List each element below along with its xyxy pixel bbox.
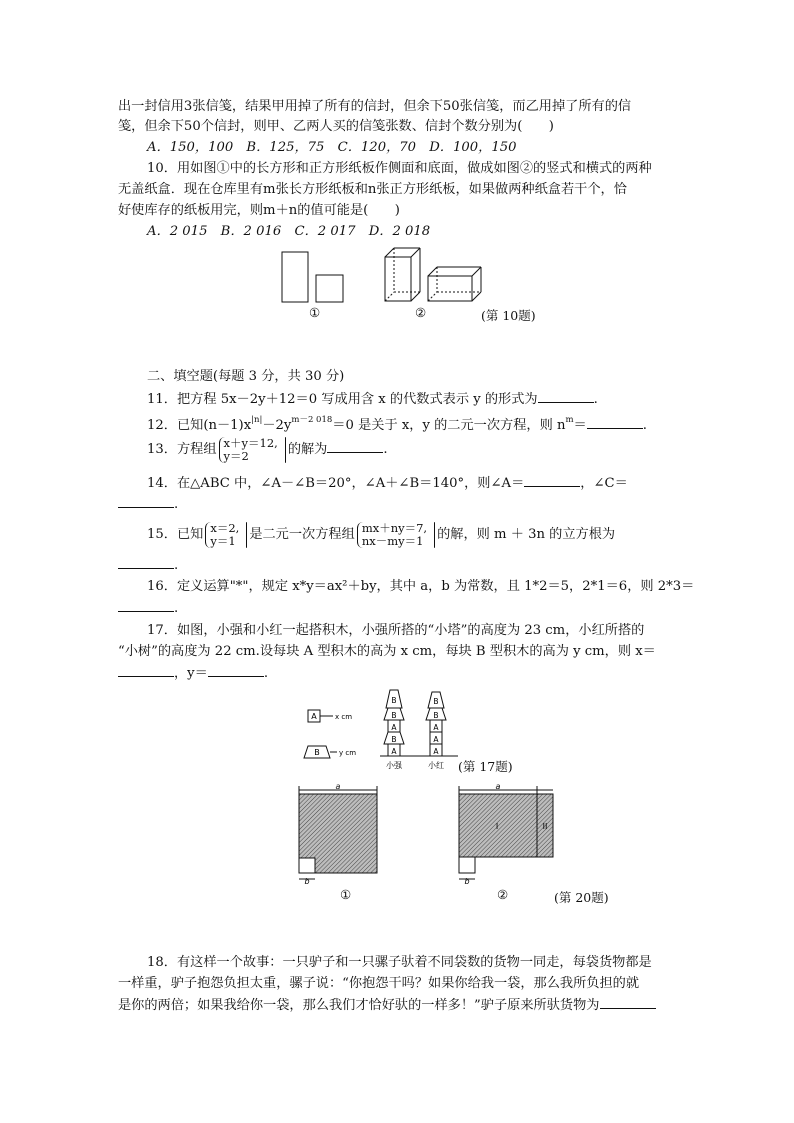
square-board (316, 275, 343, 302)
q12-c: ＝0 是关于 x，y 的二元一次方程，则 n (332, 418, 566, 433)
q15-answer-blank[interactable] (118, 556, 174, 569)
q10-options: A．2 015 B．2 016 C．2 017 D．2 018 (147, 224, 431, 239)
q20-caption: (第 20题) (554, 890, 609, 905)
q10-line2: 无盖纸盒．现在仓库里有m张长方形纸板和n张正方形纸板，如果做两种纸盒若干个，恰 (118, 182, 627, 197)
q10-figure (278, 240, 518, 310)
q16-end: . (174, 601, 179, 616)
q13-suffix: 的解为 (287, 442, 328, 457)
q12 (147, 411, 647, 435)
q15-system (357, 522, 430, 548)
fig1-cutout (299, 858, 315, 873)
fig2-i-label: I (495, 822, 499, 831)
legend-a-letter: A (311, 712, 317, 721)
q12-end: . (642, 418, 647, 433)
q13-prefix: 13．方程组 (147, 442, 217, 457)
rectangle-board (282, 252, 308, 302)
xq-b2: B (391, 711, 397, 720)
q14-mid: ，∠C＝ (580, 476, 628, 491)
q12-a: 12．已知(n－1)x (147, 418, 252, 433)
q11 (147, 390, 598, 409)
xq-b3: B (391, 696, 397, 705)
q15-suffix: 的解，则 m ＋ 3n 的立方根为 (437, 527, 616, 542)
q14-end: . (174, 497, 179, 512)
q10-fig2-label: ② (415, 305, 427, 320)
q15-system-bracket (434, 522, 435, 548)
q18-answer-blank[interactable] (600, 996, 656, 1009)
q14-blank-c[interactable] (118, 495, 174, 508)
q15-s2: y＝1 (210, 533, 236, 548)
q10-caption: (第 10题) (481, 308, 536, 323)
q12-sup2: m－2 018 (291, 415, 333, 425)
vertical-box (385, 248, 420, 301)
fig2-cutout (459, 857, 475, 873)
fig2-a-label: a (495, 782, 501, 791)
label-xiaoqiang: 小强 (386, 761, 402, 770)
fig1-a-label: a (335, 782, 341, 791)
q13-eq1: x＋y＝12, (223, 435, 278, 450)
q18-text: 是你的两倍；如果我给你一袋，那么我们才恰好驮的一样多！”驴子原来所驮货物为 (118, 998, 600, 1013)
q20-fig1-label: ① (340, 887, 352, 902)
fig1-b-label: b (304, 877, 310, 886)
xq-b1: B (391, 735, 397, 744)
legend-x-label: x cm (335, 713, 353, 721)
q17-line2: “小树”的高度为 22 cm.设每块 A 型积木的高为 x cm，每块 B 型积木的高为 y cm，则 x＝ (118, 644, 656, 659)
q15-solution-bracket (246, 522, 247, 548)
q9-options: A．150，100 B．125，75 C．120，70 D．100，150 (147, 140, 517, 155)
label-xiaohong: 小红 (428, 761, 444, 770)
q17-line1: 17．如图，小强和小红一起搭积木，小强所搭的“小塔”的高度为 23 cm，小红所搭的 (147, 623, 645, 638)
q16-text: 16．定义运算"*"，规定 x*y＝ax²＋by，其中 a，b 为常数，且 1*2＝5，2*1＝6，则 2*3＝ (147, 579, 695, 594)
xh-a3: A (433, 723, 439, 732)
q15-line2 (118, 556, 178, 575)
horizontal-box (428, 267, 481, 301)
q18-line3 (118, 996, 656, 1015)
xq-a2: A (391, 723, 397, 732)
q16 (147, 578, 694, 596)
q18-line1: 18．有这样一个故事：一只驴子和一只骡子驮着不同袋数的货物一同走，每袋货物都是 (147, 955, 652, 970)
q10-fig1-label: ① (309, 305, 321, 320)
q15-end: . (174, 558, 179, 573)
q10-line1: 10．用如图①中的长方形和正方形纸板作侧面和底面，做成如图②的竖式和横式的两种 (147, 161, 652, 176)
q14-text: 14．在△ABC 中，∠A－∠B＝20°，∠A＋∠B＝140°，则∠A＝ (147, 476, 525, 491)
q12-sup3: m (565, 415, 574, 425)
q16-line2 (118, 599, 178, 618)
xh-a1: A (433, 747, 439, 756)
q11-end: . (593, 392, 598, 407)
q12-d: ＝ (573, 418, 587, 433)
q13-system (219, 437, 281, 463)
q17-figure (300, 684, 470, 774)
q9-line2: 笺，但余下50个信封，则甲、乙两人买的信笺张数、信封个数分别为( ) (118, 119, 554, 134)
q11-text: 11．把方程 5x－2y＋12＝0 写成用含 x 的代数式表示 y 的形式为 (147, 392, 538, 407)
section-title: 二、填空题(每题 3 分，共 30 分) (147, 369, 345, 384)
q15-s1: x＝2, (210, 520, 240, 535)
q14-blank-a[interactable] (524, 474, 580, 487)
fig2-b-label: b (464, 877, 470, 886)
q17-line3 (118, 664, 268, 683)
q11-answer-blank[interactable] (538, 390, 594, 403)
q13-eq2: y＝2 (223, 448, 249, 463)
xh-b2: B (433, 697, 439, 706)
xq-a1: A (391, 747, 397, 756)
q9-line1: 出一封信用3张信笺，结果甲用掉了所有的信封，但余下50张信笺，而乙用掉了所有的信 (118, 99, 632, 114)
q13-answer-blank[interactable] (327, 440, 383, 453)
q15-solution (205, 522, 242, 548)
q14-line2 (118, 495, 178, 514)
legend-y-label: y cm (339, 749, 357, 757)
q15 (147, 520, 615, 550)
q13-end: . (383, 442, 388, 457)
q12-sup1: |n| (251, 415, 263, 425)
q13 (147, 435, 388, 465)
q17-blank-y[interactable] (208, 664, 264, 677)
legend-b-letter: B (314, 748, 320, 757)
q15-prefix: 15．已知 (147, 527, 204, 542)
q17-end: . (263, 666, 269, 681)
q20-fig2-label: ② (497, 887, 509, 902)
q10-line3: 好使库存的纸板用完，则m＋n的值可能是( ) (118, 203, 400, 218)
q20-figure (285, 780, 575, 890)
q15-e1: mx＋ny＝7, (361, 520, 428, 535)
q12-answer-blank[interactable] (587, 416, 643, 429)
q12-b: －2y (262, 418, 292, 433)
q17-caption: (第 17题) (458, 759, 513, 774)
q16-answer-blank[interactable] (118, 599, 174, 612)
q17-blank-x[interactable] (118, 664, 174, 677)
fig2-ii-label: II (542, 822, 548, 831)
q14 (147, 474, 628, 493)
q18-line2: 一样重，驴子抱怨负担太重，骡子说：“你抱怨干吗？如果你给我一袋，那么我所负担的就 (118, 976, 640, 991)
xh-b1: B (433, 711, 439, 720)
q15-e2: nx－my＝1 (361, 533, 424, 548)
q17-mid: ，y＝ (174, 666, 208, 681)
q13-bracket-right (285, 437, 286, 463)
xh-a2: A (433, 735, 439, 744)
q15-mid: 是二元一次方程组 (249, 527, 355, 542)
